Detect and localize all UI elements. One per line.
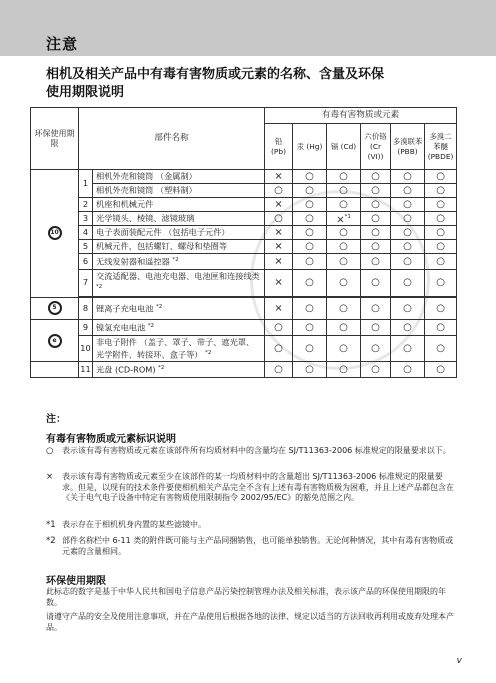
cross-mark-icon: × — [46, 472, 54, 482]
note-2: *2 部件名称栏中 6-11 类的附件既可能与主产品同捆销售，也可能单独销售。无论何种情况，其中有毒有害物质或元素的含量相同。 — [46, 536, 454, 556]
heading-line-2: 使用期限说明 — [46, 85, 125, 100]
table-row: e 9 镍氢充电电池 $^{*2}$ ○ ○ ○ ○ ○ ○ — [31, 319, 457, 335]
page-number: v — [456, 656, 462, 666]
header-bar — [0, 0, 496, 56]
circle-mark-icon: ○ — [46, 446, 54, 456]
note-cross: × 表示该有毒有害物质或元素至少在该部件的某一均质材料中的含量超出 SJ/T11363-2006 标准规定的限量要求。但是，以现有的技术条件要使相机相关产品完全不含有上述有毒有害物质极为困难，并且上述产品都包含在 《关于电气电子设备中特定有害物质使用限制指令 2002/95/EC》的豁免范围之内。 — [46, 472, 454, 503]
page-title: 注意 — [46, 35, 79, 53]
period-e-cell — [31, 319, 79, 361]
header-substance-pbde: 多溴二苯醚 (PBDE) — [425, 124, 457, 170]
header-substance-hg: 汞 (Hg) — [293, 124, 327, 170]
table-row: 4 电子表面装配元件 （包括电子元件） × ○ ○ ○ ○ ○ — [31, 226, 457, 240]
note-circle: ○ 表示该有毒有害物质或元素在该部件所有均质材料中的含量均在 SJ/T11363-2006 标准规定的限量要求以下。 — [46, 446, 451, 456]
table-row: 10 非电子附件 （盖子、罩子、带子、遮光罩、光学附件、转接环、盒子等） $^{*2}$ ○ ○ ○ ○ ○ ○ — [31, 335, 457, 362]
table-row: 2 机座和机械元件 × ○ ○ ○ ○ ○ — [31, 198, 457, 212]
header-substance-cd: 镉 (Cd) — [327, 124, 361, 170]
period-empty-cell — [31, 362, 79, 378]
period-10-icon: 10 — [48, 226, 62, 240]
table-row: 3 光学镜头、棱镜、滤镜玻璃 ○ ○ ×$^{*1}$ ○ ○ ○ — [31, 212, 457, 226]
table-row: 6 无线发射器和遥控器 $^{*2}$ × ○ ○ ○ ○ ○ — [31, 254, 457, 270]
period-paragraph-1: 此标志的数字是基于中华人民共和国电子信息产品污染控制管理办法及相关标准，表示该产品的环保使用期限的年数。 — [46, 587, 446, 607]
notes-label: 注： — [46, 414, 66, 425]
period-10-cell — [31, 170, 79, 298]
period-5-icon: 5 — [48, 301, 62, 315]
period-section-title: 环保使用期限 — [46, 576, 106, 587]
table-row: 相机外壳和镜筒 （塑料制） ○ ○ ○ ○ ○ ○ — [31, 184, 457, 198]
marking-section-title: 有毒有害物质或元素标识说明 — [46, 434, 176, 445]
table-row: 7 交流适配器、电池充电器、电池匣和连接线类 $^{*2}$ × ○ ○ ○ ○ ○ — [31, 270, 457, 297]
heading-line-1: 相机及相关产品中有毒有害物质或元素的名称、含量及环保 — [46, 67, 385, 82]
header-substance-cr: 六价铬 (Cr (VI)) — [361, 124, 391, 170]
substance-table — [30, 107, 457, 378]
note-1: *1 表示存在于相机机身内置的某些滤镜中。 — [46, 520, 206, 530]
header-period: 环保使用期限 — [31, 108, 79, 170]
header-substance-pb: 铅 (Pb) — [265, 124, 293, 170]
header-part-name: 部件名称 — [79, 108, 265, 170]
table-row: 11 光盘 (CD-ROM) $^{*2}$ ○ ○ ○ ○ ○ ○ — [31, 362, 457, 378]
table-row: 5 8 锂离子充电电池 $^{*2}$ × ○ ○ ○ ○ ○ — [31, 297, 457, 319]
period-paragraph-2: 请遵守产品的安全及使用注意事项，并在产品使用后根据各地的法律、规定以适当的方法回收再利用或废弃处理本产品。 — [46, 612, 454, 632]
table-row: 5 机械元件，包括螺钉、螺母和垫圈等 × ○ ○ ○ ○ ○ — [31, 240, 457, 254]
section-heading — [46, 66, 466, 102]
period-e-icon: e — [48, 334, 62, 348]
header-substance-pbb: 多溴联苯 (PBB) — [391, 124, 425, 170]
period-5-cell — [31, 297, 79, 319]
header-substance-group: 有毒有害物质或元素 — [265, 108, 457, 124]
table-row: 10 1 相机外壳和镜筒 （金属制） × ○ ○ ○ ○ ○ — [31, 170, 457, 184]
